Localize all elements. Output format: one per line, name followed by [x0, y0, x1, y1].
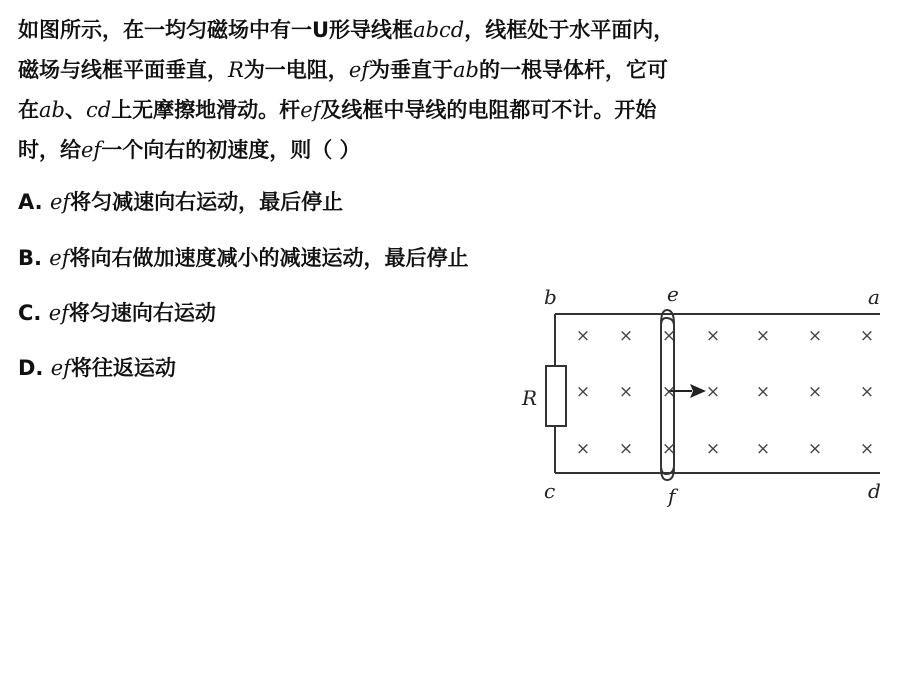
velocity-arrow-head — [690, 384, 706, 398]
math-ef: ef — [48, 301, 69, 325]
rod-top-cap — [661, 310, 674, 324]
question-line-1: 如图所示，在一均匀磁场中有一U形导线框abcd，线框处于水平面内， — [18, 18, 675, 42]
option-a[interactable] — [18, 186, 343, 216]
option-text: 将匀速向右运动 — [68, 301, 216, 325]
math-cd: cd — [85, 98, 112, 122]
field-cross-icon: × — [705, 439, 721, 459]
field-cross-icon: × — [807, 326, 823, 346]
label-R: R — [522, 386, 538, 410]
math-ef: ef — [49, 246, 70, 270]
field-cross-icon: × — [575, 439, 591, 459]
option-letter: D. — [18, 356, 44, 380]
field-cross-icon: × — [807, 439, 823, 459]
math-ef: ef — [49, 190, 71, 214]
math-ef: ef — [50, 356, 71, 380]
math-ef: ef — [348, 58, 370, 82]
field-cross-icon: × — [575, 382, 591, 402]
field-cross-icon: × — [705, 326, 721, 346]
option-text: 将向右做加速度减小的减速运动，最后停止 — [69, 246, 469, 270]
field-cross-icon: × — [859, 439, 875, 459]
option-text: 将匀减速向右运动，最后停止 — [70, 190, 344, 214]
resistor — [546, 366, 566, 426]
field-cross-icon: × — [859, 382, 875, 402]
option-letter: A. — [18, 190, 43, 214]
math-ab: ab — [39, 98, 65, 122]
label-f: f — [668, 484, 676, 508]
question-stem — [18, 10, 886, 170]
field-cross-icon: × — [618, 382, 634, 402]
option-letter: B. — [18, 246, 42, 270]
math-R: R — [228, 58, 244, 82]
label-b: b — [544, 285, 557, 309]
field-cross-icon: × — [661, 439, 677, 459]
field-cross-icon: × — [661, 382, 677, 402]
question-line-3: 在ab、cd上无摩擦地滑动。杆ef及线框中导线的电阻都可不计。开始 — [18, 98, 657, 122]
field-cross-icon: × — [755, 326, 771, 346]
field-cross-icon: × — [618, 326, 634, 346]
option-c[interactable] — [18, 297, 216, 327]
question-line-4: 时，给ef一个向右的初速度，则（ ） — [18, 138, 361, 162]
math-ef: ef — [300, 98, 321, 122]
option-letter: C. — [18, 301, 42, 325]
circuit-diagram — [510, 280, 890, 520]
field-cross-icon: × — [755, 382, 771, 402]
label-c: c — [544, 479, 556, 503]
field-cross-icon: × — [755, 439, 771, 459]
field-cross-icon: × — [618, 439, 634, 459]
math-abcd: abcd — [413, 18, 465, 42]
field-cross-icon: × — [661, 326, 677, 346]
field-cross-icon: × — [807, 382, 823, 402]
label-d: d — [868, 479, 881, 503]
field-cross-icon: × — [575, 326, 591, 346]
field-cross-icon: × — [705, 382, 721, 402]
math-ab: ab — [453, 58, 479, 82]
label-e: e — [667, 282, 679, 306]
magnetic-field-crosses — [576, 326, 874, 459]
label-a: a — [868, 285, 880, 309]
option-d[interactable] — [18, 352, 176, 382]
question-line-2: 磁场与线框平面垂直，R为一电阻，ef为垂直于ab的一根导体杆，它可 — [18, 58, 668, 82]
math-ef: ef — [81, 138, 102, 162]
option-text: 将往返运动 — [70, 356, 176, 380]
field-cross-icon: × — [859, 326, 875, 346]
option-b[interactable] — [18, 242, 469, 272]
